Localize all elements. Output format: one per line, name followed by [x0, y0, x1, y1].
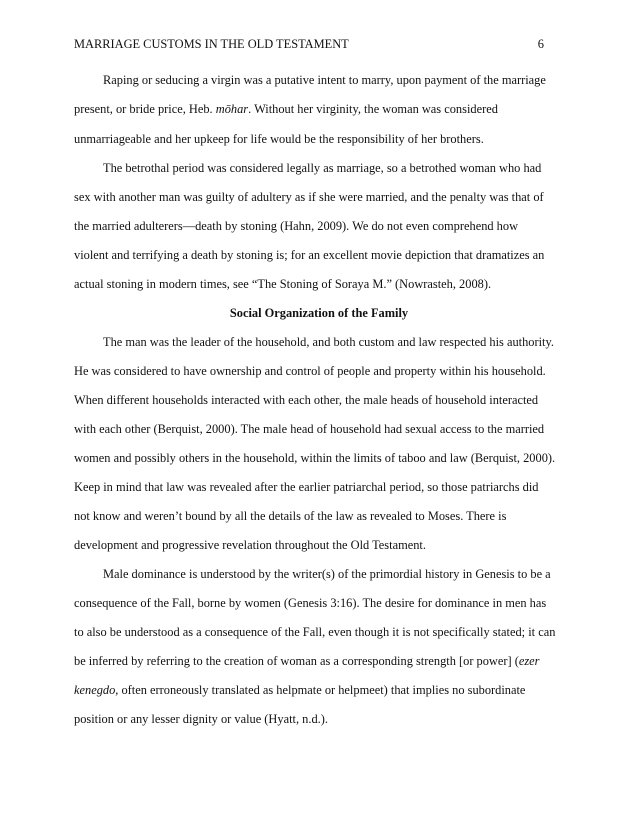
paragraph-4-line-5	[74, 682, 525, 698]
italic-term: mōhar	[215, 102, 249, 116]
paragraph-2-line-1: The betrothal period was considered legally as marriage, so a betrothed woman who had	[103, 161, 542, 175]
paragraph-4-line-4	[74, 653, 540, 669]
paragraph-3-line-5: women and possibly others in the household, within the limits of taboo and law (Berquist, 2000).	[74, 451, 556, 465]
paragraph-3-line-4: with each other (Berquist, 2000). The male head of household had sexual access to the married	[74, 422, 545, 436]
paragraph-2-line-4: violent and terrifying a death by stoning is; for an excellent movie depiction that dramatizes an	[74, 248, 545, 262]
paragraph-2-line-3: the married adulterers—death by stoning (Hahn, 2009). We do not even comprehend how	[74, 219, 519, 233]
text-span: be inferred by referring to the creation of woman as a corresponding strength [or power] (	[74, 654, 519, 668]
paragraph-1-line-3: unmarriageable and her upkeep for life would be the responsibility of her brothers.	[74, 132, 484, 146]
paragraph-4-line-6: position or any lesser dignity or value (Hyatt, n.d.).	[74, 712, 328, 726]
paragraph-4-line-1: Male dominance is understood by the writer(s) of the primordial history in Genesis to be a	[103, 567, 551, 581]
paragraph-4-line-3: to also be understood as a consequence of the Fall, even though it is not specifically stated; it can	[74, 625, 556, 639]
paragraph-1-line-1: Raping or seducing a virgin was a putative intent to marry, upon payment of the marriage	[103, 73, 546, 87]
italic-term: ezer	[518, 654, 540, 668]
paragraph-2-line-5: actual stoning in modern times, see “The Stoning of Soraya M.” (Nowrasteh, 2008).	[74, 277, 492, 291]
text-span: present, or bride price, Heb.	[74, 102, 216, 116]
page-number: 6	[537, 37, 544, 51]
header-title: MARRIAGE CUSTOMS IN THE OLD TESTAMENT	[74, 37, 349, 51]
paragraph-3-line-2: He was considered to have ownership and control of people and property within his household.	[74, 364, 546, 378]
paragraph-3-line-1: The man was the leader of the household, and both custom and law respected his authority.	[103, 335, 554, 349]
paragraph-3-line-8: development and progressive revelation throughout the Old Testament.	[74, 538, 426, 552]
text-span: , often erroneously translated as helpmate or helpmeet) that implies no subordinate	[115, 683, 526, 697]
paragraph-2-line-2: sex with another man was guilty of adultery as if she were married, and the penalty was that of	[74, 190, 544, 204]
text-span: . Without her virginity, the woman was considered	[248, 102, 498, 116]
paragraph-1-line-2	[74, 101, 498, 117]
paragraph-3-line-7: not know and weren’t bound by all the details of the law as revealed to Moses. There is	[74, 509, 507, 523]
paragraph-3-line-6: Keep in mind that law was revealed after the earlier patriarchal period, so those patriarchs did	[74, 480, 539, 494]
section-heading: Social Organization of the Family	[229, 306, 409, 320]
paragraph-4-line-2: consequence of the Fall, borne by women (Genesis 3:16). The desire for dominance in men has	[74, 596, 547, 610]
paragraph-3-line-3: When different households interacted with each other, the male heads of household interacted	[74, 393, 539, 407]
italic-term: kenegdo	[74, 683, 116, 697]
